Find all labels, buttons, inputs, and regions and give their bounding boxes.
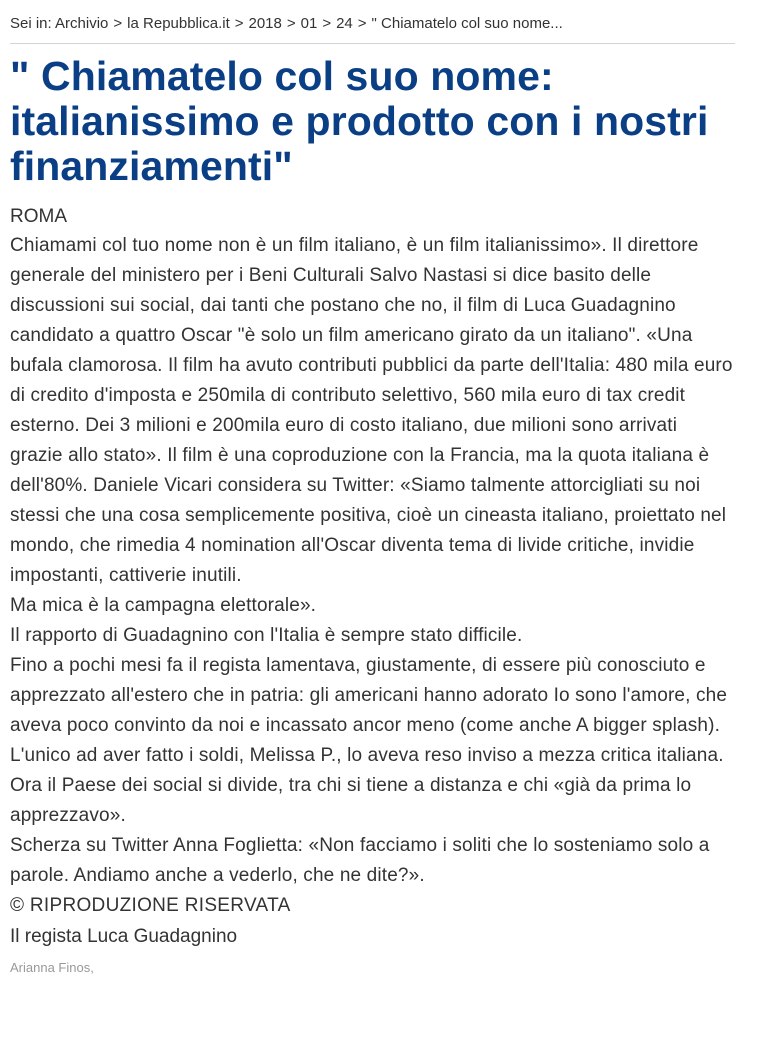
breadcrumb-separator: > [357,15,367,32]
breadcrumb-separator: > [234,15,244,32]
breadcrumb-item-archivio[interactable]: Archivio [55,15,109,32]
breadcrumb-separator: > [286,15,296,32]
article-author: Arianna Finos, [10,960,94,975]
breadcrumb-prefix: Sei in: [10,15,52,32]
breadcrumb-item-repubblica[interactable]: la Repubblica.it [127,15,230,32]
article-location: ROMA [10,206,67,227]
copyright-notice: © RIPRODUZIONE RISERVATA [10,895,291,916]
article-body: Chiamami col tuo nome non è un film italiano, è un film italianissimo». Il direttore generale del ministero per i Beni Culturali Salvo Nastasi si dice basito delle discussioni sui social, dai tanti che postano che no, il film di Luca Guadagnino candidato a quattro Oscar "è solo un film americano girato da un italiano". «Una bufala clamorosa. Il film ha avuto contributi pubblici da parte dell'Italia: 480 mila euro di credito d'imposta e 250mila di contributo selettivo, 560 mila euro di tax credit esterno. Dei 3 milioni e 200mila euro di costo italiano, due milioni sono arrivati grazie allo stato». Il film è una coproduzione con la Francia, ma la quota italiana è dell'80%. Daniele Vicari considera su Twitter: «Siamo talmente attorcigliati su noi stessi che una cosa semplicemente positiva, cioè un cineasta italiano, proiettato nel mondo, che rimedia 4 nomination all'Oscar diventa tema di livide critiche, invidie impostanti, cattiverie inutili. Ma mica è la campagna elettorale». Il rapporto di Guadagnino con l'Italia è sempre stato difficile. Fino a pochi mesi fa il regista lamentava, giustamente, di essere più conosciuto e apprezzato all'estero che in patria: gli americani hanno adorato Io sono l'amore, che aveva poco convinto da noi e incassato ancor meno (come anche A bigger splash). L'unico ad aver fatto i soldi, Melissa P., lo aveva reso inviso a mezza critica italiana. Ora il Paese dei social si divide, tra chi si tiene a distanza e chi «già da prima lo apprezzavo». Scherza su Twitter Anna Foglietta: «Non facciamo i soliti che lo sosteniamo solo a parole. Andiamo anche a vederlo, che ne dite?». [10,235,733,886]
image-caption: Il regista Luca Guadagnino [10,926,238,947]
breadcrumb-item-year[interactable]: 2018 [248,15,282,32]
breadcrumb-item-day[interactable]: 24 [336,15,353,32]
breadcrumb-separator: > [113,15,123,32]
breadcrumb [10,14,735,44]
breadcrumb-current: " Chiamatelo col suo nome... [371,15,563,32]
breadcrumb-item-month[interactable]: 01 [300,15,318,32]
article-title: " Chiamatelo col suo nome: italianissimo e prodotto con i nostri finanziamenti" [10,53,709,189]
breadcrumb-separator: > [322,15,332,32]
